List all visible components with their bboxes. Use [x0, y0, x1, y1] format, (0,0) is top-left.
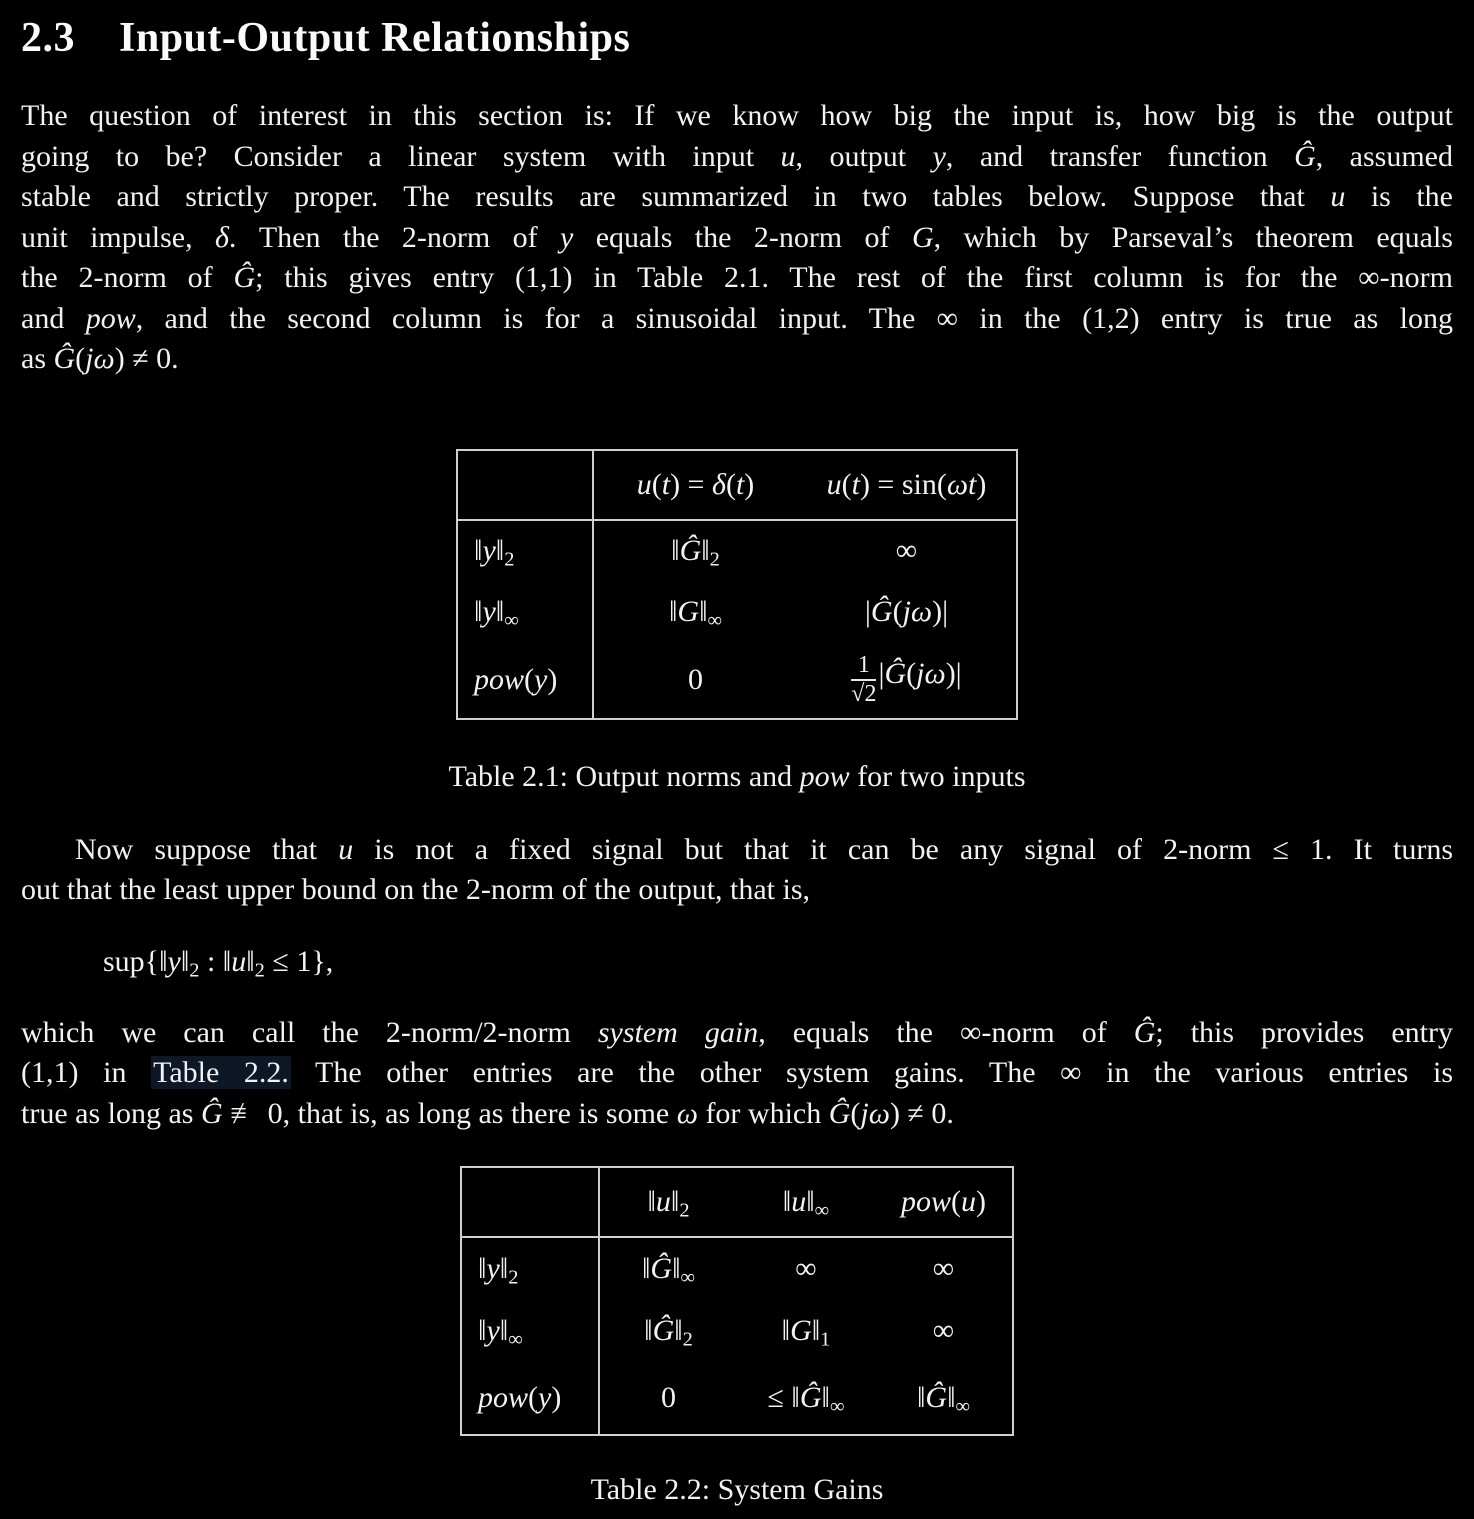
table-corner-cell — [461, 1167, 599, 1237]
table-cell: 0 — [661, 1381, 676, 1414]
text-line: and pow, and the second column is for a sinusoidal input. The ∞ in the (1,2) entry is true as long — [21, 301, 1453, 335]
row-label: $‖y‖_\infty$ — [461, 1300, 599, 1362]
text-line: as Ĝ(jω) ≠ 0. — [21, 342, 179, 375]
row-label: $‖y‖_2$ — [457, 520, 593, 581]
table-2-1-caption: Table 2.1: Output norms and pow for two inputs — [448, 759, 1026, 793]
column-header: pow(u) — [875, 1167, 1013, 1237]
table-cell: $‖Ĝ‖_\infty$ — [641, 1252, 696, 1289]
table-cell: ∞ — [795, 1252, 817, 1285]
paragraph-middle — [21, 830, 1453, 911]
text-line: the 2-norm of Ĝ; this gives entry (1,1) in Table 2.1. The rest of the first column is for the ∞-norm — [21, 261, 1453, 294]
paragraph-gains — [21, 1013, 1453, 1135]
table-2-2-link[interactable]: Table 2.2. — [153, 1056, 289, 1089]
table-cell: $‖Ĝ‖_2$ — [644, 1314, 693, 1351]
table-cell: ∞ — [932, 1252, 955, 1285]
table-cell: $‖G‖_\infty$ — [668, 594, 723, 632]
table-2-2-caption: Table 2.2: System Gains — [590, 1473, 884, 1506]
section-heading — [21, 0, 1453, 64]
table-cell: ∞ — [895, 533, 918, 567]
text-line: out that the least upper bound on the 2-norm of the output, that is, — [21, 873, 811, 906]
text-line: (1,1) in Table 2.2. The other entries are the other system gains. The ∞ in the various entries is — [21, 1056, 1453, 1089]
one-over-sqrt2-fraction: $\frac{1}{√2}$ — [851, 651, 877, 707]
row-label: pow(y) — [457, 643, 593, 719]
section-title: Input-Output Relationships — [119, 15, 631, 61]
row-label: $‖y‖_\infty$ — [457, 581, 593, 643]
output-norms-table — [456, 449, 1018, 720]
table-cell: ≤ $‖Ĝ‖_\infty$ — [767, 1381, 845, 1418]
text-line: going to be? Consider a linear system with input u, output y, and transfer function Ĝ, assumed — [21, 139, 1453, 173]
table-cell: $‖G‖_1$ — [781, 1314, 831, 1351]
system-gains-table — [460, 1166, 1014, 1436]
text-line: true as long as Ĝ ≢ 0, that is, as long as there is some ω for which Ĝ(jω) ≠ 0. — [21, 1096, 954, 1130]
text-line: stable and strictly proper. The results are summarized in two tables below. Suppose that u is the — [21, 180, 1453, 213]
table-cell: $\frac{1}{√2}$ |Ĝ(jω)| — [851, 651, 962, 707]
text-line: Now suppose that u is not a fixed signal but that it can be any signal of 2-norm ≤ 1. It turns — [75, 832, 1453, 866]
column-header: u(t) = sin(ωt) — [797, 450, 1017, 520]
row-label: pow(y) — [461, 1362, 599, 1435]
row-label: $‖y‖_2$ — [461, 1237, 599, 1300]
table-cell: 0 — [688, 663, 703, 696]
text-line: which we can call the 2-norm/2-norm system gain, equals the ∞-norm of Ĝ; this provides entry — [21, 1015, 1454, 1049]
table-cell: ∞ — [932, 1314, 955, 1347]
table-corner-cell — [457, 450, 593, 520]
table-cell: |Ĝ(jω)| — [864, 594, 949, 628]
column-header: $‖u‖_2$ — [599, 1167, 737, 1237]
table-cell: $‖Ĝ‖_2$ — [671, 533, 720, 571]
section-number: 2.3 — [21, 15, 75, 61]
table-cell: $‖Ĝ‖_\infty$ — [916, 1381, 971, 1418]
column-header: u(t) = δ(t) — [593, 450, 797, 520]
text-line: The question of interest in this section is: If we know how big the input is, how big is the output — [21, 99, 1453, 132]
sup-norm-formula: $sup\{‖y‖_2$ : $‖u‖_2 \le 1$}, — [103, 944, 334, 982]
paragraph-intro — [21, 96, 1453, 380]
column-header: $‖u‖_\infty$ — [737, 1167, 875, 1237]
text-line: unit impulse, δ. Then the 2-norm of y equals the 2-norm of G, which by Parseval’s theorem equals — [21, 220, 1453, 254]
